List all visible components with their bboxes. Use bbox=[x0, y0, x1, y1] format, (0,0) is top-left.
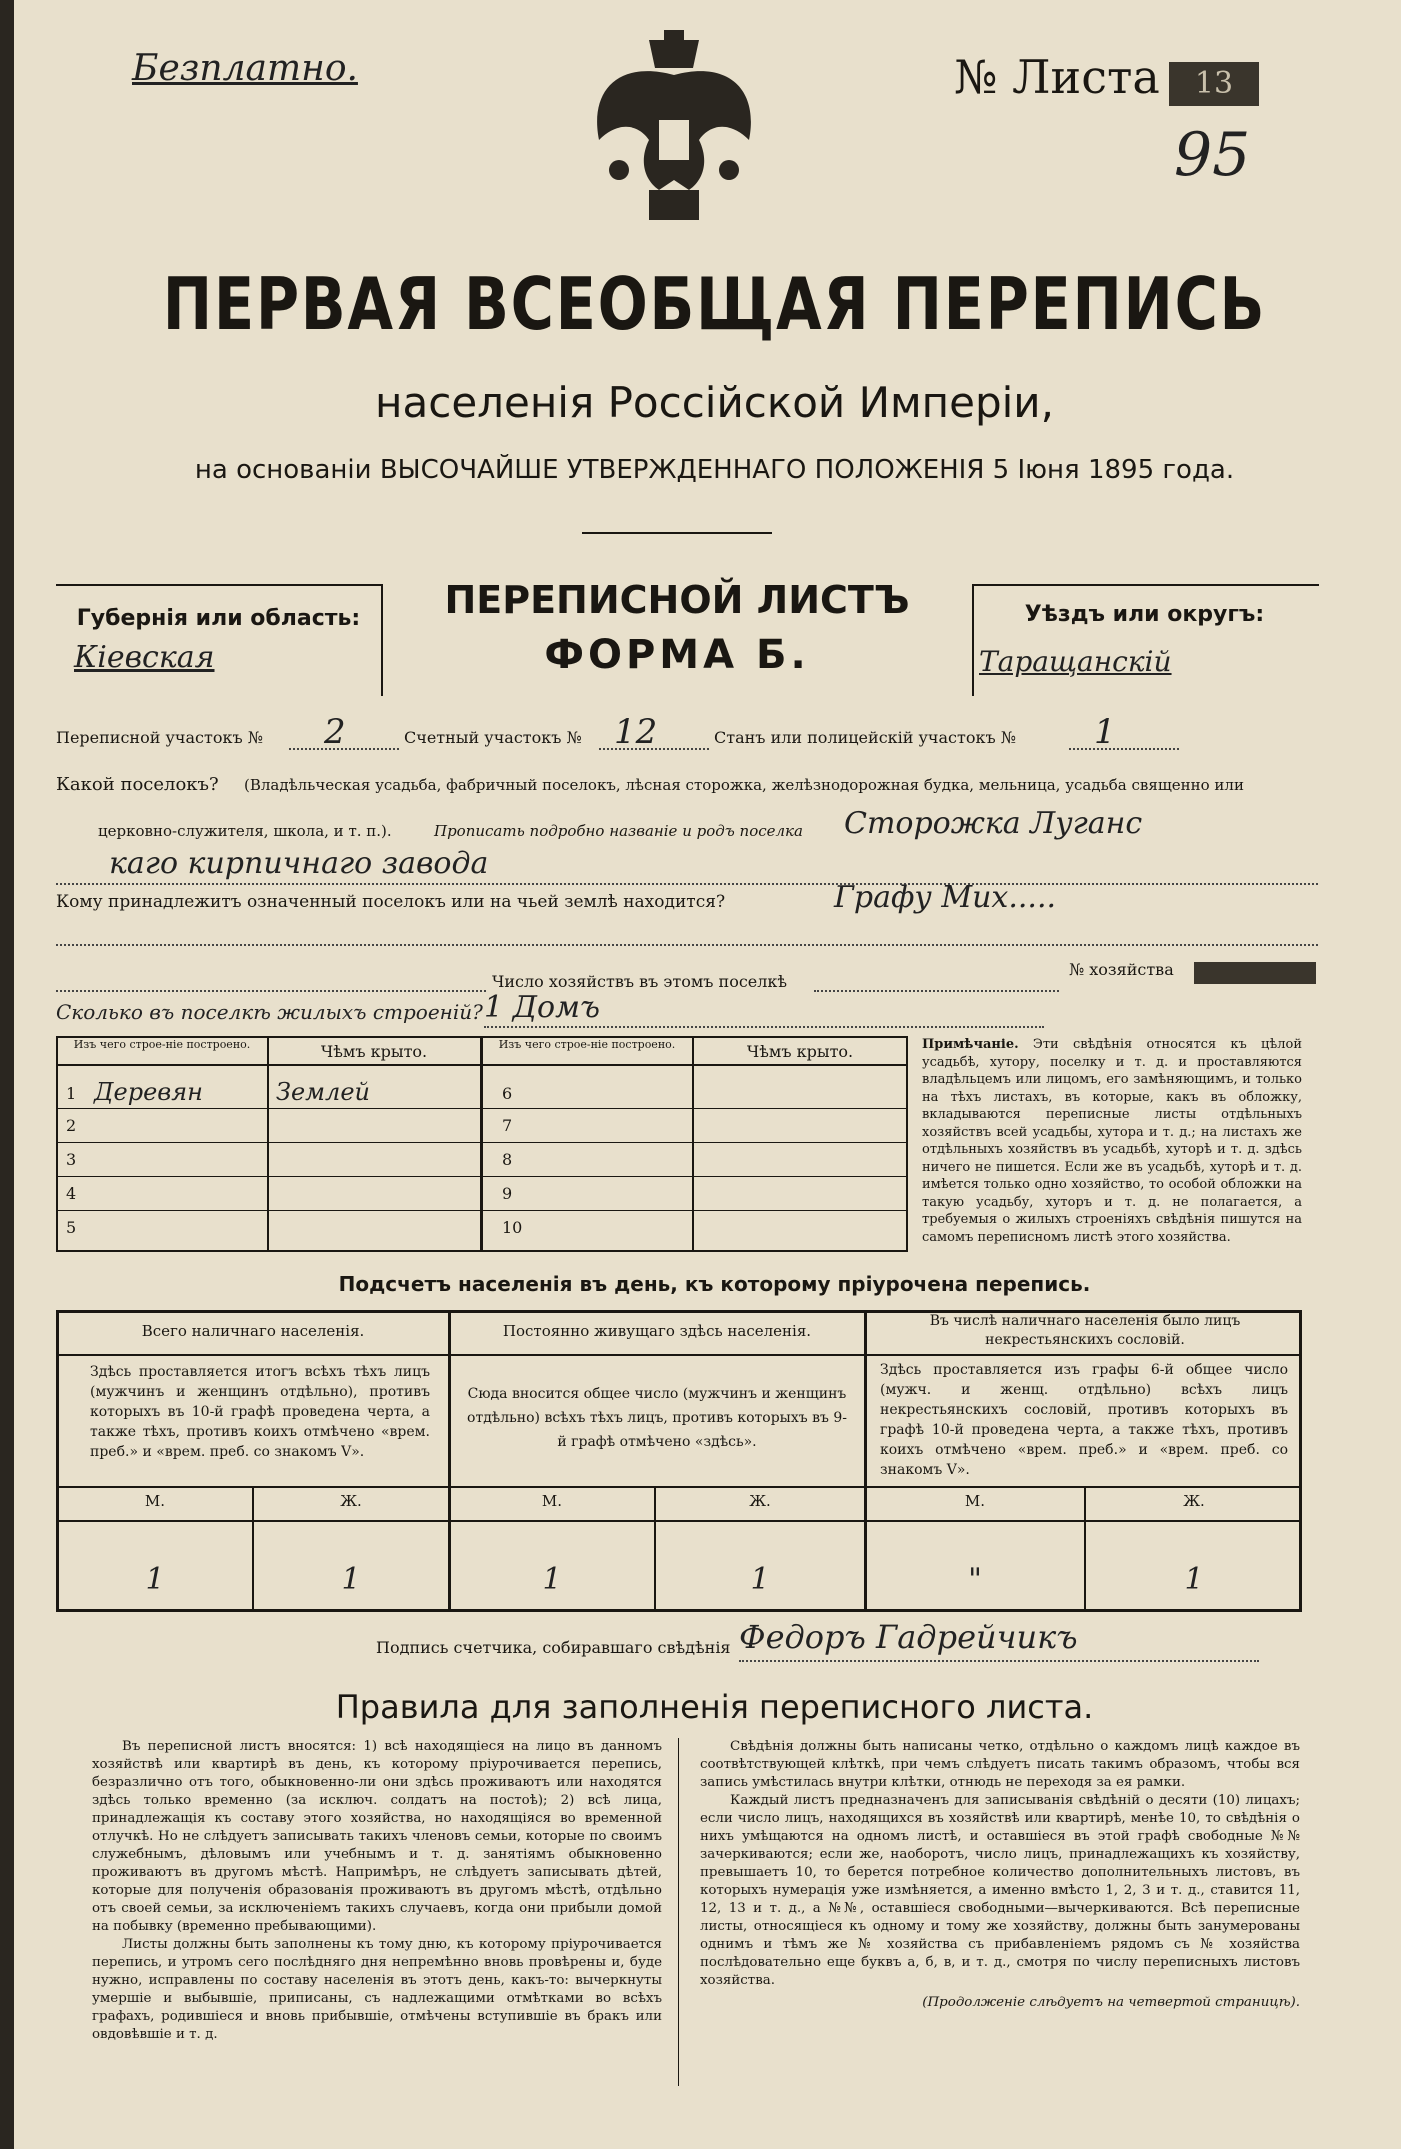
row-number: 7 bbox=[502, 1116, 513, 1135]
count-value: 1 bbox=[145, 1562, 165, 1597]
row-roof: Землей bbox=[276, 1078, 370, 1106]
form-title: ПЕРЕПИСНОЙ ЛИСТЪ bbox=[444, 578, 910, 622]
sheet-number-stamp: 13 bbox=[1169, 62, 1259, 106]
rules-left-p1: Въ переписной листъ вносятся: 1) всѣ находящіеся на лицо въ данномъ хозяйствѣ или квартирѣ въ день, къ которому пріурочивается перепись, безразлично отъ того, обыкновенно-ли они здѣсь проживаютъ или находятся здѣсь только временно (за исключ. солдатъ на постоѣ); 2) всѣ лица, принадлежащія къ составу этого хозяйства, но находящіяся во временной отлучкѣ. Но не слѣдуетъ записывать такихъ членовъ семьи, которые по своимъ служебнымъ, дѣловымъ или учебнымъ и т. д. занятіямъ обыкновенно проживаютъ въ другомъ мѣстѣ. Напримѣръ, не слѣдуетъ записывать дѣтей, которые для полученія образованія проживаютъ въ другомъ мѣстѣ, отдѣльно отъ своей семьи, за исключеніемъ такихъ случаевъ, когда они прибыли домой на побывку (временно пребывающими). bbox=[92, 1739, 662, 1934]
col-divider bbox=[692, 1036, 694, 1252]
households-value-line bbox=[814, 990, 1059, 992]
col-roof-right: Чѣмъ крыто. bbox=[746, 1042, 854, 1061]
note-text: Эти свѣдѣнія относятся къ цѣлой усадьбѣ, хутору, поселку и т. д. и проставляются владѣльцемъ или лицомъ, его замѣняющимъ, и только на тѣхъ листахъ, въ которые, какъ въ обложку, вкладываются переписные листы отдѣльныхъ хозяйствъ всей усадьбы, хутора и т. д.; на листахъ же отдѣльныхъ хозяйствъ въ усадьбѣ, хуторѣ и т. д. здѣсь ничего не пишется. Если же въ усадьбѣ, хуторѣ и т. д. имѣется только одно хозяйство, то особой обложки на такую усадьбу, хуторъ и т. д. не полагается, а требуемыя о жилыхъ строеніяхъ свѣдѣнія пишутся на самомъ переписномъ листѣ этого хозяйства. bbox=[922, 1037, 1302, 1245]
gubernia-value: Кіевская bbox=[74, 640, 215, 675]
count-value: 1 bbox=[341, 1562, 361, 1597]
census-district-value: 2 bbox=[324, 712, 346, 752]
form-name: ФОРМА Б. bbox=[544, 632, 810, 678]
count-col3-text: Здѣсь проставляется изъ графы 6-й общее число (мужч. и женщ. отдѣльно) всѣхъ лицъ некрестьянскихъ сословій, противъ которыхъ въ графѣ 10-й проведена черта, а также тѣхъ, противъ коихъ отмѣчено «врем. преб.» и «врем. преб. со знакомъ V». bbox=[880, 1362, 1288, 1478]
row-divider bbox=[56, 1210, 908, 1211]
settlement-hint-1: (Владѣльческая усадьба, фабричный поселокъ, лѣсная сторожка, желѣзнодорожная будка, мельница, усадьба священно или bbox=[244, 776, 1244, 794]
counting-district-value: 12 bbox=[614, 712, 658, 752]
buildings-line bbox=[484, 1026, 1044, 1028]
count-value: 1 bbox=[542, 1562, 562, 1597]
count-text-line bbox=[56, 1486, 1302, 1488]
row-number: 8 bbox=[502, 1150, 513, 1169]
row-number: 6 bbox=[502, 1084, 513, 1103]
count-col3-head: Въ числѣ наличнаго населенія было лицъ некрестьянскихъ сословій. bbox=[929, 1313, 1241, 1348]
row-number: 9 bbox=[502, 1184, 513, 1203]
count-m-label: М. bbox=[144, 1492, 166, 1510]
basis-line: на основаніи ВЫСОЧАЙШЕ УТВЕРЖДЕННАГО ПОЛОЖЕНІЯ 5 Іюня 1895 года. bbox=[194, 455, 1235, 485]
rules-continued: (Продолженіе слѣдуетъ на четвертой страницѣ). bbox=[922, 1995, 1300, 2010]
eagle-emblem-icon bbox=[579, 30, 769, 230]
rules-left bbox=[92, 1738, 662, 2044]
note-label: Примѣчаніе. bbox=[922, 1037, 1019, 1052]
settlement-hint-italic: Прописать подробно названіе и родъ поселка bbox=[434, 822, 803, 840]
uezd-box bbox=[972, 584, 1319, 696]
row-number: 2 bbox=[66, 1116, 77, 1135]
count-col2-text: Сюда вносится общее число (мужчинъ и женщинъ отдѣльно) всѣхъ тѣхъ лицъ, противъ которыхъ въ 9-й графѣ отмѣчено «здѣсь». bbox=[467, 1386, 847, 1450]
header-divider bbox=[56, 1064, 908, 1066]
owner-label: Кому принадлежитъ означенный поселокъ или на чьей землѣ находится? bbox=[56, 892, 726, 912]
uezd-value: Таращанскій bbox=[979, 645, 1172, 678]
buildings-label: Сколько въ поселкѣ жилыхъ строеній? bbox=[56, 1000, 483, 1024]
count-col1-head: Всего наличнаго населенія. bbox=[141, 1322, 365, 1340]
row-divider bbox=[56, 1108, 908, 1109]
counting-district-label: Счетный участокъ № bbox=[404, 728, 582, 747]
households-line bbox=[56, 990, 486, 992]
household-no-label: № хозяйства bbox=[1069, 960, 1174, 979]
signature-value: Федоръ Гадрейчикъ bbox=[739, 1618, 1078, 1656]
col-divider bbox=[480, 1036, 483, 1252]
stan-line bbox=[1069, 748, 1179, 750]
row-number: 10 bbox=[502, 1218, 523, 1237]
stan-label: Станъ или полицейскій участокъ № bbox=[714, 728, 1016, 747]
count-value: 1 bbox=[1184, 1562, 1204, 1597]
signature-label: Подпись счетчика, собиравшаго свѣдѣнія bbox=[376, 1638, 731, 1657]
row-number: 3 bbox=[66, 1150, 77, 1169]
note-block bbox=[922, 1036, 1302, 1246]
households-label: Число хозяйствъ въ этомъ поселкѣ bbox=[492, 972, 788, 991]
col-material-right: Изъ чего строе-ніе построено. bbox=[498, 1038, 676, 1051]
count-value: 1 bbox=[750, 1562, 770, 1597]
count-m-label: М. bbox=[964, 1492, 986, 1510]
signature-line bbox=[739, 1660, 1259, 1662]
buildings-value: 1 Домъ bbox=[484, 990, 600, 1025]
household-no-stamp bbox=[1194, 962, 1316, 984]
count-value: " bbox=[968, 1562, 982, 1597]
rules-divider bbox=[678, 1738, 679, 2086]
gubernia-label: Губернія или область: bbox=[76, 606, 361, 631]
sheet-number-handwritten: 95 bbox=[1174, 120, 1251, 190]
census-district-label: Переписной участокъ № bbox=[56, 728, 263, 747]
count-mf-line bbox=[56, 1520, 1302, 1522]
divider bbox=[582, 532, 772, 534]
count-f-label: Ж. bbox=[1183, 1492, 1205, 1510]
row-number: 1 bbox=[66, 1084, 77, 1103]
row-number: 4 bbox=[66, 1184, 77, 1203]
row-material: Деревян bbox=[94, 1078, 203, 1106]
rules-right bbox=[700, 1738, 1300, 2012]
settlement-label: Какой поселокъ? bbox=[56, 774, 219, 795]
row-number: 5 bbox=[66, 1218, 77, 1237]
settlement-line bbox=[56, 883, 1318, 885]
col-material-left: Изъ чего строе-ніе построено. bbox=[73, 1038, 251, 1051]
page-subtitle: населенія Россійской Имперіи, bbox=[375, 378, 1054, 427]
count-col2-head: Постоянно живущаго здѣсь населенія. bbox=[502, 1322, 812, 1340]
count-f-label: Ж. bbox=[340, 1492, 362, 1510]
row-divider bbox=[56, 1142, 908, 1143]
stan-value: 1 bbox=[1094, 712, 1116, 752]
rules-right-p2: Каждый листъ предназначенъ для записыванія свѣдѣній о десяти (10) лицахъ; если число лицъ, находящихся въ хозяйствѣ или квартирѣ, менѣе 10, то свѣдѣнія о нихъ умѣщаются на одномъ листѣ, и оставшіеся въ этой графѣ свободные №№ зачеркиваются; если же, наоборотъ, число лицъ, принадлежащихъ къ хозяйству, превышаетъ 10, то берется потребное количество дополнительныхъ листовъ, въ которыхъ нумерація уже измѣняется, а именно вмѣсто 1, 2, 3 и т. д., ставится 11, 12, 13 и т. д., а №№, оставшіеся свободными—вычеркиваются. Всѣ переписные листы, относящіеся къ одному и тому же хозяйству, должны быть занумерованы однимъ и тѣмъ же № хозяйства съ прибавленіемъ рядомъ съ № хозяйства послѣдовательно еще буквъ а, б, в, и т. д., смотря по числу переписныхъ листовъ хозяйства. bbox=[700, 1793, 1300, 1988]
row-divider bbox=[56, 1176, 908, 1177]
settlement-hint-2: церковно-служителя, школа, и т. п.). bbox=[98, 822, 392, 840]
col-roof-left: Чѣмъ крыто. bbox=[320, 1042, 428, 1061]
rules-right-p1: Свѣдѣнія должны быть написаны четко, отдѣльно о каждомъ лицѣ каждое въ соотвѣтствующей клѣткѣ, при чемъ слѣдуетъ писать такимъ образомъ, чтобы вся запись умѣстилась внутри клѣтки, отнюдь не переходя за ея рамки. bbox=[700, 1739, 1300, 1790]
count-m-label: М. bbox=[541, 1492, 563, 1510]
page-title: ПЕРВАЯ ВСЕОБЩАЯ ПЕРЕПИСЬ bbox=[162, 262, 1267, 346]
count-head-line bbox=[56, 1354, 1302, 1356]
rules-title: Правила для заполненія переписного листа. bbox=[335, 1688, 1094, 1726]
sheet-number-label: № Листа bbox=[954, 50, 1160, 104]
free-label: Безплатно. bbox=[132, 48, 358, 89]
count-title: Подсчетъ населенія въ день, къ которому пріурочена перепись. bbox=[338, 1272, 1091, 1296]
owner-value: Графу Мих..... bbox=[834, 880, 1057, 915]
col-divider bbox=[267, 1036, 269, 1252]
count-col1-text: Здѣсь проставляется итогъ всѣхъ тѣхъ лицъ (мужчинъ и женщинъ отдѣльно), противъ которыхъ въ 10-й графѣ проведена черта, а также тѣхъ, противъ коихъ отмѣчено «врем. преб.» и «врем. преб. со знакомъ V». bbox=[90, 1364, 430, 1460]
settlement-value-2: каго кирпичнаго завода bbox=[109, 846, 489, 881]
owner-line bbox=[56, 944, 1318, 946]
rules-left-p2: Листы должны быть заполнены къ тому дню, къ которому пріурочивается перепись, и утромъ сего послѣдняго дня непремѣнно вновь провѣрены и, буде нужно, исправлены по составу населенія въ этотъ день, какъ-то: вычеркнуты умершіе и выбывшіе, приписаны, съ надлежащими отмѣтками во всѣхъ графахъ, родившіеся и вновь прибывшіе, отмѣчены вступившіе въ бракъ или овдовѣвшіе и т. д. bbox=[92, 1937, 662, 2042]
count-f-label: Ж. bbox=[749, 1492, 771, 1510]
uezd-label: Уѣздъ или округъ: bbox=[1024, 602, 1265, 627]
settlement-value-1: Сторожка Луганс bbox=[844, 806, 1143, 841]
